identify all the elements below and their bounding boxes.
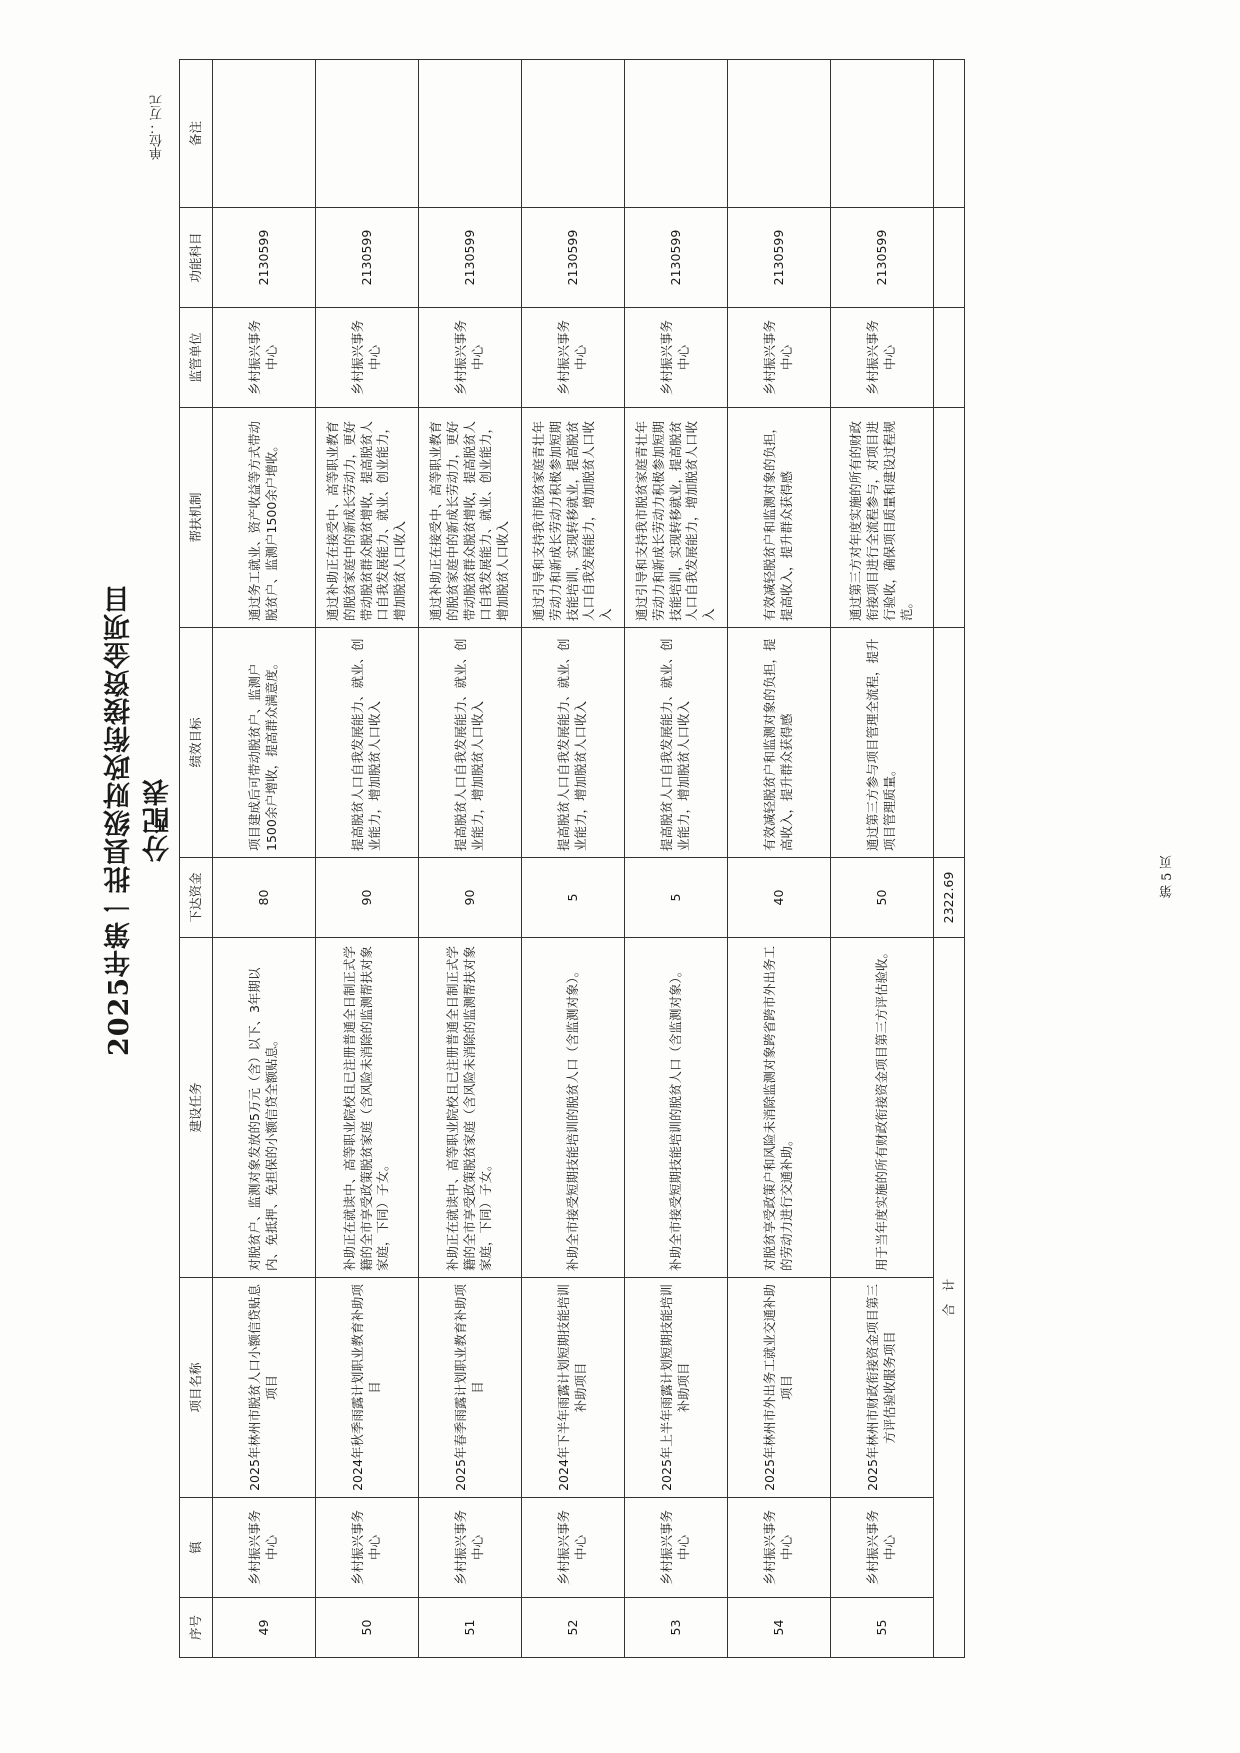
cell-subject: 2130599 bbox=[522, 208, 625, 308]
table-row bbox=[728, 60, 831, 1658]
table-row bbox=[625, 60, 728, 1658]
cell-goal: 提高脱贫人口自我发展能力、就业、创业能力，增加脱贫人口收入 bbox=[625, 628, 728, 858]
cell-task: 补助全市接受短期技能培训的脱贫人口（含监测对象）。 bbox=[522, 938, 625, 1278]
cell-funds: 90 bbox=[419, 858, 522, 938]
cell-funds: 5 bbox=[522, 858, 625, 938]
cell-seq: 50 bbox=[316, 1598, 419, 1658]
cell-subject: 2130599 bbox=[728, 208, 831, 308]
cell-supervisor: 乡村振兴事务中心 bbox=[625, 308, 728, 408]
cell-name: 2024年秋季雨露计划职业教育补助项目 bbox=[316, 1278, 419, 1498]
cell-remark bbox=[831, 60, 934, 208]
table-row bbox=[213, 60, 316, 1658]
table-row bbox=[522, 60, 625, 1658]
cell-seq: 52 bbox=[522, 1598, 625, 1658]
cell-town: 乡村振兴事务中心 bbox=[831, 1498, 934, 1598]
document-title: 2025年第一批县级财政衔接资金项目分配表 bbox=[104, 584, 174, 1056]
cell-name: 2024年下半年雨露计划短期技能培训补助项目 bbox=[522, 1278, 625, 1498]
total-empty-supervisor bbox=[934, 308, 965, 408]
cell-town: 乡村振兴事务中心 bbox=[625, 1498, 728, 1598]
unit-label: 单位：万元 bbox=[150, 95, 165, 160]
table-row bbox=[419, 60, 522, 1658]
cell-supervisor: 乡村振兴事务中心 bbox=[213, 308, 316, 408]
header-goal: 绩效目标 bbox=[180, 628, 213, 858]
total-empty-mechanism bbox=[934, 408, 965, 628]
header-town: 镇 bbox=[180, 1498, 213, 1598]
table-row bbox=[831, 60, 934, 1658]
cell-subject: 2130599 bbox=[213, 208, 316, 308]
header-seq: 序号 bbox=[180, 1598, 213, 1658]
header-funds: 下达资金 bbox=[180, 858, 213, 938]
cell-mechanism: 通过引导和支持我市脱贫家庭青壮年劳动力和新成长劳动力积极参加短期技能培训，实现转移就业，提高脱贫人口自我发展能力，增加脱贫人口收入 bbox=[522, 408, 625, 628]
cell-subject: 2130599 bbox=[316, 208, 419, 308]
header-mechanism: 帮扶机制 bbox=[180, 408, 213, 628]
cell-seq: 53 bbox=[625, 1598, 728, 1658]
allocation-table bbox=[179, 59, 965, 1658]
cell-name: 2025年春季雨露计划职业教育补助项目 bbox=[419, 1278, 522, 1498]
cell-name: 2025年林州市外出务工就业交通补助项目 bbox=[728, 1278, 831, 1498]
total-label: 合 计 bbox=[934, 938, 965, 1658]
cell-supervisor: 乡村振兴事务中心 bbox=[831, 308, 934, 408]
cell-seq: 51 bbox=[419, 1598, 522, 1658]
cell-goal: 提高脱贫人口自我发展能力、就业、创业能力，增加脱贫人口收入 bbox=[522, 628, 625, 858]
header-supervisor: 监管单位 bbox=[180, 308, 213, 408]
cell-funds: 5 bbox=[625, 858, 728, 938]
cell-funds: 80 bbox=[213, 858, 316, 938]
cell-subject: 2130599 bbox=[625, 208, 728, 308]
cell-funds: 50 bbox=[831, 858, 934, 938]
cell-name: 2025年林州市脱贫人口小额信贷贴息项目 bbox=[213, 1278, 316, 1498]
header-name: 项目名称 bbox=[180, 1278, 213, 1498]
cell-town: 乡村振兴事务中心 bbox=[213, 1498, 316, 1598]
cell-town: 乡村振兴事务中心 bbox=[316, 1498, 419, 1598]
header-task: 建设任务 bbox=[180, 938, 213, 1278]
cell-remark bbox=[213, 60, 316, 208]
cell-supervisor: 乡村振兴事务中心 bbox=[419, 308, 522, 408]
cell-seq: 55 bbox=[831, 1598, 934, 1658]
cell-task: 用于当年度实施的所有财政衔接资金项目第三方评估验收。 bbox=[831, 938, 934, 1278]
total-row bbox=[934, 60, 965, 1658]
cell-remark bbox=[522, 60, 625, 208]
table-container bbox=[179, 60, 956, 1658]
cell-remark bbox=[316, 60, 419, 208]
cell-supervisor: 乡村振兴事务中心 bbox=[316, 308, 419, 408]
cell-mechanism: 有效减轻脱贫户和监测对象的负担，提高收入，提升群众获得感 bbox=[728, 408, 831, 628]
cell-supervisor: 乡村振兴事务中心 bbox=[728, 308, 831, 408]
total-empty-goal bbox=[934, 628, 965, 858]
page-number: 第 5 页 bbox=[1160, 855, 1175, 898]
cell-name: 2025年上半年雨露计划短期技能培训补助项目 bbox=[625, 1278, 728, 1498]
cell-subject: 2130599 bbox=[831, 208, 934, 308]
cell-goal: 有效减轻脱贫户和监测对象的负担，提高收入，提升群众获得感 bbox=[728, 628, 831, 858]
cell-remark bbox=[625, 60, 728, 208]
cell-seq: 54 bbox=[728, 1598, 831, 1658]
cell-funds: 40 bbox=[728, 858, 831, 938]
header-subject: 功能科目 bbox=[180, 208, 213, 308]
cell-mechanism: 通过补助正在接受中、高等职业教育的脱贫家庭中的新成长劳动力，更好带动脱贫群众脱贫增收，提高脱贫人口自我发展能力、就业、创业能力，增加脱贫人口收入 bbox=[316, 408, 419, 628]
cell-mechanism: 通过第三方对年度实施的所有的财政衔接项目进行全流程参与，对项目进行验收，确保项目质量和建设过程规范。 bbox=[831, 408, 934, 628]
cell-town: 乡村振兴事务中心 bbox=[419, 1498, 522, 1598]
total-value: 2322.69 bbox=[934, 858, 965, 938]
cell-seq: 49 bbox=[213, 1598, 316, 1658]
header-remark: 备注 bbox=[180, 60, 213, 208]
table-row bbox=[316, 60, 419, 1658]
cell-funds: 90 bbox=[316, 858, 419, 938]
total-empty-remark bbox=[934, 60, 965, 208]
cell-task: 补助正在就读中、高等职业院校且已注册普通全日制正式学籍的全市享受政策脱贫家庭（含风险未消除的监测帮扶对象家庭，下同）子女。 bbox=[316, 938, 419, 1278]
cell-goal: 提高脱贫人口自我发展能力、就业、创业能力，增加脱贫人口收入 bbox=[316, 628, 419, 858]
total-empty-subject bbox=[934, 208, 965, 308]
cell-goal: 项目建成后可带动脱贫户、监测户1500余户增收，提高群众满意度。 bbox=[213, 628, 316, 858]
cell-task: 补助正在就读中、高等职业院校且已注册普通全日制正式学籍的全市享受政策脱贫家庭（含风险未消除的监测帮扶对象家庭，下同）子女。 bbox=[419, 938, 522, 1278]
cell-task: 补助全市接受短期技能培训的脱贫人口（含监测对象）。 bbox=[625, 938, 728, 1278]
cell-mechanism: 通过引导和支持我市脱贫家庭青壮年劳动力和新成长劳动力积极参加短期技能培训，实现转移就业，提高脱贫人口自我发展能力，增加脱贫人口收入 bbox=[625, 408, 728, 628]
cell-goal: 通过第三方参与项目管理全流程，提升项目管理质量。 bbox=[831, 628, 934, 858]
cell-town: 乡村振兴事务中心 bbox=[728, 1498, 831, 1598]
cell-subject: 2130599 bbox=[419, 208, 522, 308]
header-row bbox=[180, 60, 213, 1658]
cell-task: 对脱贫享受政策户和风险未消除监测对象跨省跨市外出务工的劳动力进行交通补助。 bbox=[728, 938, 831, 1278]
cell-name: 2025年林州市财政衔接资金项目第三方评估验收服务项目 bbox=[831, 1278, 934, 1498]
cell-remark bbox=[419, 60, 522, 208]
cell-mechanism: 通过补助正在接受中、高等职业教育的脱贫家庭中的新成长劳动力，更好带动脱贫群众脱贫增收，提高脱贫人口自我发展能力、就业、创业能力，增加脱贫人口收入 bbox=[419, 408, 522, 628]
cell-town: 乡村振兴事务中心 bbox=[522, 1498, 625, 1598]
cell-mechanism: 通过务工就业、资产收益等方式带动脱贫户、监测户1500余户增收。 bbox=[213, 408, 316, 628]
cell-remark bbox=[728, 60, 831, 208]
cell-goal: 提高脱贫人口自我发展能力、就业、创业能力，增加脱贫人口收入 bbox=[419, 628, 522, 858]
cell-supervisor: 乡村振兴事务中心 bbox=[522, 308, 625, 408]
cell-task: 对脱贫户、监测对象发放的5万元（含）以下、3年期以内、免抵押、免担保的小额信贷全额贴息。 bbox=[213, 938, 316, 1278]
